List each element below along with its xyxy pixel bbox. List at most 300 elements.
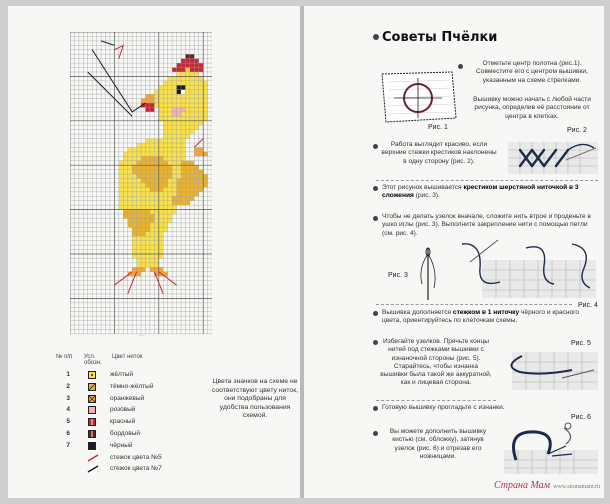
chart-cell — [185, 54, 189, 58]
chart-cell — [163, 130, 167, 134]
chart-cell — [163, 81, 167, 85]
chart-cell — [141, 174, 145, 178]
chart-cell — [145, 254, 149, 258]
legend-color-name: стежок цвета №7 — [110, 465, 162, 473]
chart-cell — [154, 267, 158, 271]
chart-cell — [163, 134, 167, 138]
chart-cell — [128, 196, 132, 200]
chart-cell — [154, 241, 158, 245]
chart-cell — [163, 218, 167, 222]
chart-cell — [199, 107, 203, 111]
chart-cell — [154, 179, 158, 183]
chart-cell — [177, 161, 181, 165]
chart-cell — [132, 196, 136, 200]
chart-cell — [159, 174, 163, 178]
chart-cell — [137, 201, 141, 205]
chart-cell — [159, 90, 163, 94]
chart-cell — [185, 170, 189, 174]
chart-cell — [203, 152, 207, 156]
chart-cell — [150, 258, 154, 262]
chart-cell — [181, 196, 185, 200]
chart-cell — [177, 68, 181, 72]
legend-num: 1 — [66, 371, 70, 378]
chart-cell — [190, 68, 194, 72]
chart-cell — [150, 103, 154, 107]
legend-color-name: жёлтый — [110, 371, 134, 378]
chart-cell — [132, 245, 136, 249]
chart-cell — [172, 125, 176, 129]
chart-cell — [172, 68, 176, 72]
chart-cell — [123, 174, 127, 178]
chart-cell — [150, 179, 154, 183]
chart-cell — [172, 156, 176, 160]
chart-cell — [194, 170, 198, 174]
chart-cell — [185, 183, 189, 187]
legend-header — [56, 352, 206, 370]
chart-cell — [194, 165, 198, 169]
tip-center-mark: Отметьте центр полотна (рис.1). Совместите его с центром вышивки, указанным на схеме стрелками. — [476, 60, 588, 84]
chart-cell — [154, 250, 158, 254]
chart-cell — [181, 187, 185, 191]
chart-cell — [150, 223, 154, 227]
legend-header-symbol: Усл. обозн. — [84, 354, 102, 366]
legend-stitch-line — [86, 453, 100, 463]
chart-cell — [181, 72, 185, 76]
chart-cell — [199, 90, 203, 94]
chart-cell — [163, 125, 167, 129]
chart-cell — [168, 147, 172, 151]
chart-cell — [154, 236, 158, 240]
chart-cell — [137, 214, 141, 218]
chart-cell — [190, 103, 194, 107]
figure-2-cross-stitches — [506, 138, 600, 178]
chart-cell — [128, 223, 132, 227]
chart-cell — [163, 165, 167, 169]
chart-cell — [150, 218, 154, 222]
chart-cell — [181, 59, 185, 63]
chart-cell — [150, 210, 154, 214]
chart-cell — [194, 99, 198, 103]
chart-cell — [181, 90, 185, 94]
chart-cell — [137, 152, 141, 156]
chart-cell — [194, 72, 198, 76]
chart-cell — [185, 201, 189, 205]
chart-cell — [123, 170, 127, 174]
chart-cell — [159, 179, 163, 183]
chart-cell — [154, 156, 158, 160]
chart-cell — [199, 68, 203, 72]
chart-cell — [172, 183, 176, 187]
chart-cell — [132, 267, 136, 271]
chart-cell — [177, 103, 181, 107]
watermark-url: www.stranamam.ru — [553, 484, 601, 490]
chart-cell — [132, 250, 136, 254]
tip-wool-thread — [382, 184, 600, 201]
chart-cell — [185, 121, 189, 125]
legend-color-name: красный — [110, 418, 136, 426]
chart-cell — [181, 130, 185, 134]
chart-cell — [128, 205, 132, 209]
chart-cell — [181, 147, 185, 151]
legend-stitch-line — [86, 464, 100, 474]
legend-swatch — [88, 406, 96, 414]
chart-cell — [172, 192, 176, 196]
chart-cell — [128, 214, 132, 218]
chart-cell — [159, 94, 163, 98]
chart-cell — [168, 196, 172, 200]
chart-cell — [128, 192, 132, 196]
chart-cell — [185, 187, 189, 191]
chart-cell — [145, 263, 149, 267]
bee-icon — [372, 339, 379, 346]
chart-cell — [145, 165, 149, 169]
chart-cell — [194, 90, 198, 94]
separator — [376, 180, 598, 181]
chart-cell — [177, 125, 181, 129]
chart-cell — [154, 232, 158, 236]
chart-cell — [203, 103, 207, 107]
chart-cell — [172, 81, 176, 85]
chart-cell — [154, 99, 158, 103]
chart-cell — [163, 152, 167, 156]
chart-cell — [145, 196, 149, 200]
chart-cell — [128, 165, 132, 169]
chart-cell — [119, 192, 123, 196]
chart-cell — [181, 170, 185, 174]
chart-cell — [177, 90, 181, 94]
chart-cell — [199, 63, 203, 67]
chart-cell — [145, 210, 149, 214]
chart-cell — [185, 130, 189, 134]
chart-cell — [128, 156, 132, 160]
chart-cell — [177, 99, 181, 103]
chart-cell — [163, 121, 167, 125]
figure-6-tassel-knot — [496, 420, 600, 476]
chart-cell — [199, 121, 203, 125]
chart-cell — [145, 183, 149, 187]
chart-cell — [132, 192, 136, 196]
chart-cell — [145, 174, 149, 178]
chart-cell — [203, 174, 207, 178]
legend-num: 2 — [66, 382, 70, 390]
chart-cell — [141, 267, 145, 271]
legend-color-name: бордовый — [110, 429, 140, 437]
bee-icon — [372, 310, 379, 317]
tip-wool-thread-b: крестиком шерстяной ниточкой в 3 сложения — [382, 184, 579, 200]
chart-cell — [128, 187, 132, 191]
chart-cell — [154, 192, 158, 196]
chart-cell — [168, 125, 172, 129]
chart-cell — [159, 201, 163, 205]
chart-cell — [190, 192, 194, 196]
chart-cell — [145, 179, 149, 183]
chart-cell — [194, 107, 198, 111]
chart-cell — [141, 254, 145, 258]
chart-cell — [168, 161, 172, 165]
chart-cell — [154, 223, 158, 227]
chart-cell — [137, 170, 141, 174]
figure-4-loop-fastening — [452, 238, 598, 304]
chart-cell — [128, 170, 132, 174]
chart-cell — [190, 54, 194, 58]
chart-cell — [177, 187, 181, 191]
chart-cell — [163, 210, 167, 214]
chart-cell — [154, 214, 158, 218]
cross-stitch-chart — [70, 32, 212, 336]
chart-cell — [159, 170, 163, 174]
chart-cell — [181, 121, 185, 125]
chart-cell — [137, 156, 141, 160]
chart-cell — [190, 170, 194, 174]
chart-cell — [203, 107, 207, 111]
chart-cell — [168, 103, 172, 107]
chart-cell — [159, 236, 163, 240]
chart-cell — [163, 170, 167, 174]
legend-num: 4 — [66, 406, 70, 414]
chart-cell — [172, 134, 176, 138]
chart-cell — [150, 187, 154, 191]
chart-cell — [190, 85, 194, 89]
chart-cell — [177, 130, 181, 134]
chart-cell — [181, 179, 185, 183]
chart-cell — [154, 183, 158, 187]
thread-legend — [56, 352, 206, 476]
chart-cell — [185, 161, 189, 165]
chart-cell — [137, 196, 141, 200]
chart-cell — [119, 170, 123, 174]
chart-cell — [190, 125, 194, 129]
chart-cell — [168, 107, 172, 111]
chart-cell — [154, 152, 158, 156]
chart-cell — [168, 192, 172, 196]
chart-cell — [137, 179, 141, 183]
chart-cell — [137, 165, 141, 169]
chart-cell — [194, 152, 198, 156]
chart-cell — [168, 165, 172, 169]
chart-cell — [137, 250, 141, 254]
chart-cell — [185, 68, 189, 72]
chart-cell — [159, 227, 163, 231]
chart-cell — [132, 170, 136, 174]
bee-icon — [457, 63, 464, 70]
chart-cell — [190, 187, 194, 191]
chart-cell — [185, 116, 189, 120]
chart-cell — [177, 94, 181, 98]
chart-cell — [163, 214, 167, 218]
scheme-note: Цвета значков на схеме не соответствуют цвету ниток, они подобраны для удобства пользования схемой. — [211, 378, 299, 419]
chart-cell — [199, 85, 203, 89]
chart-cell — [132, 223, 136, 227]
chart-cell — [159, 223, 163, 227]
chart-cell — [123, 183, 127, 187]
chart-cell — [185, 112, 189, 116]
chart-cell — [159, 165, 163, 169]
chart-cell — [181, 63, 185, 67]
chart-cell — [168, 143, 172, 147]
chart-cell — [190, 107, 194, 111]
chart-cell — [172, 99, 176, 103]
chart-cell — [145, 201, 149, 205]
tip-single-thread-c: чёрного и красного цвета, ориентируйтесь по клеточкам схемы. — [382, 309, 580, 325]
chart-cell — [150, 227, 154, 231]
chart-cell — [194, 59, 198, 63]
chart-cell — [141, 223, 145, 227]
chart-cell — [150, 152, 154, 156]
legend-swatch — [88, 383, 96, 391]
chart-cell — [194, 112, 198, 116]
chart-cell — [150, 139, 154, 143]
chart-cell — [141, 258, 145, 262]
chart-cell — [154, 205, 158, 209]
chart-cell — [159, 161, 163, 165]
figure-2-label: Рис. 2 — [567, 127, 587, 134]
chart-cell — [159, 99, 163, 103]
chart-cell — [177, 196, 181, 200]
chart-cell — [132, 254, 136, 258]
chart-cell — [137, 254, 141, 258]
chart-cell — [172, 90, 176, 94]
chart-cell — [168, 99, 172, 103]
chart-cell — [132, 236, 136, 240]
chart-cell — [199, 112, 203, 116]
chart-cell — [145, 94, 149, 98]
chart-cell — [163, 85, 167, 89]
chart-cell — [168, 134, 172, 138]
legend-num: 5 — [66, 418, 70, 426]
legend-swatch — [88, 371, 96, 379]
chart-cell — [190, 179, 194, 183]
figure-5-label: Рис. 5 — [571, 340, 591, 347]
legend-header-num: № п/п — [56, 354, 73, 360]
chart-cell — [141, 210, 145, 214]
chart-cell — [145, 227, 149, 231]
chart-cell — [177, 72, 181, 76]
legend-color-name: розовый — [110, 406, 136, 414]
chart-cell — [123, 192, 127, 196]
chart-cell — [181, 143, 185, 147]
chart-cell — [141, 196, 145, 200]
chart-cell — [150, 236, 154, 240]
tip-slant: Работа выглядит красиво, если верхние стежки крестиков наклонены в одну сторону (рис. 2). — [381, 141, 497, 165]
chart-cell — [194, 103, 198, 107]
chart-cell — [185, 179, 189, 183]
chart-cell — [168, 210, 172, 214]
chart-cell — [190, 72, 194, 76]
legend-row — [56, 405, 206, 417]
chart-cell — [181, 201, 185, 205]
chart-cell — [203, 99, 207, 103]
chart-cell — [141, 245, 145, 249]
chart-cell — [185, 59, 189, 63]
chart-cell — [132, 214, 136, 218]
chart-cell — [181, 85, 185, 89]
chart-cell — [150, 263, 154, 267]
chart-cell — [168, 90, 172, 94]
chart-cell — [203, 183, 207, 187]
chart-cell — [172, 174, 176, 178]
tip-single-thread — [382, 309, 600, 326]
chart-cell — [141, 214, 145, 218]
chart-cell — [128, 183, 132, 187]
chart-cell — [154, 161, 158, 165]
chart-cell — [177, 112, 181, 116]
chart-cell — [123, 214, 127, 218]
chart-cell — [141, 165, 145, 169]
chart-cell — [181, 112, 185, 116]
chart-cell — [132, 232, 136, 236]
chart-cell — [145, 236, 149, 240]
chart-cell — [128, 218, 132, 222]
chart-cell — [154, 227, 158, 231]
chart-cell — [168, 152, 172, 156]
chart-cell — [181, 174, 185, 178]
chart-cell — [141, 147, 145, 151]
chart-cell — [150, 183, 154, 187]
tip-wool-thread-a: Этот рисунок вышивается — [382, 184, 464, 191]
chart-cell — [119, 205, 123, 209]
chart-cell — [185, 99, 189, 103]
chart-cell — [194, 116, 198, 120]
chart-cell — [199, 147, 203, 151]
chart-cell — [194, 63, 198, 67]
chart-cell — [123, 165, 127, 169]
legend-row — [56, 394, 206, 406]
chart-cell — [190, 90, 194, 94]
chart-cell — [190, 59, 194, 63]
tip-single-thread-a: Вышивка дополняется — [382, 309, 453, 316]
chart-cell — [181, 139, 185, 143]
chart-cell — [123, 152, 127, 156]
chart-cell — [119, 183, 123, 187]
chart-cell — [168, 187, 172, 191]
chart-cell — [150, 94, 154, 98]
chart-cell — [132, 205, 136, 209]
chart-cell — [163, 139, 167, 143]
chart-cell — [190, 116, 194, 120]
chart-cell — [145, 152, 149, 156]
chart-cell — [203, 81, 207, 85]
chart-cell — [172, 139, 176, 143]
chart-cell — [168, 170, 172, 174]
legend-swatch — [88, 430, 96, 438]
chart-cell — [145, 107, 149, 111]
chart-cell — [172, 165, 176, 169]
chart-cell — [159, 147, 163, 151]
chart-cell — [137, 263, 141, 267]
chart-cell — [159, 241, 163, 245]
chart-cell — [159, 107, 163, 111]
tip-iron: Готовую вышивку прогладьте с изнанки. — [382, 404, 505, 411]
chart-cell — [181, 68, 185, 72]
chart-cell — [132, 156, 136, 160]
chart-cell — [145, 99, 149, 103]
chart-cell — [163, 156, 167, 160]
chart-cell — [119, 201, 123, 205]
chart-cell — [168, 218, 172, 222]
chart-cell — [194, 147, 198, 151]
chart-cell — [168, 116, 172, 120]
chart-cell — [132, 183, 136, 187]
chart-cell — [132, 201, 136, 205]
chart-cell — [159, 205, 163, 209]
chart-cell — [137, 161, 141, 165]
watermark-brand: Страна Мам — [494, 480, 551, 491]
chart-cell — [154, 258, 158, 262]
chart-cell — [132, 147, 136, 151]
chart-cell — [123, 161, 127, 165]
chart-cell — [145, 187, 149, 191]
chart-cell — [177, 165, 181, 169]
